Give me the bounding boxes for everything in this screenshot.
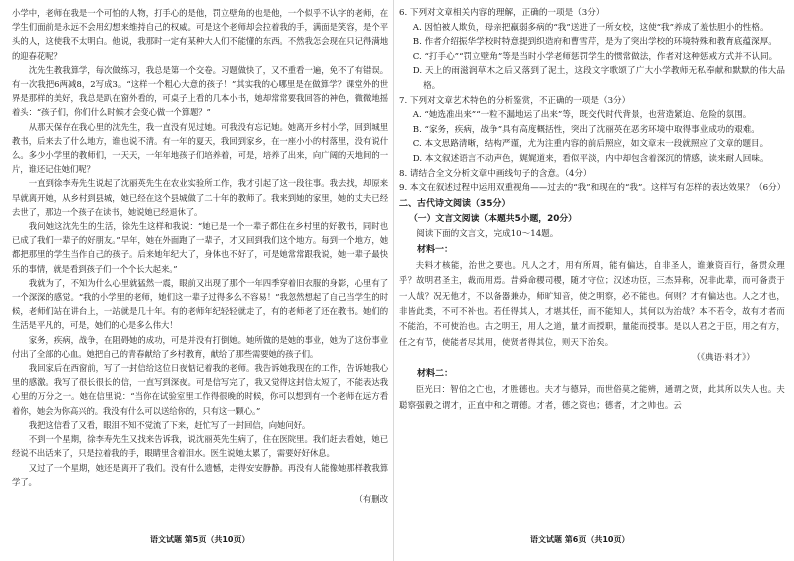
material-2-heading: 材料二： [417, 369, 454, 380]
question-7: 7. 下列对文章艺术特色的分析鉴赏，不正确的一项是（3分） [399, 95, 631, 106]
question-8: 8. 请结合全文分析文章中画线句子的含意。（4分） [399, 168, 592, 179]
option: A. 因怕被人欺负，母亲把羸弱多病的“我”送进了一所女校，这使“我”养成了羞怯胆小的性格。 [412, 22, 769, 33]
option: D. 本文叙述语言不动声色，娓娓道来，看似平淡，内中却包含着深沉的情感，读来耐人回味。 [412, 153, 769, 164]
paragraph: 小学中，老师在我是一个可怕的人物，打手心的是他，罚立壁角的也是他，一个似乎不认字的老师，在学生们面前是永远不会用幻想来维持自己的权威。可是这个老师却会拉着我的手，满面是笑容，是个平头的人，这使我不太明白。他说，我那时一定有某种大人们不能懂的东西。不然我怎会现在只记得满地的迎春花呢？ [12, 8, 388, 61]
right-page [399, 6, 785, 413]
paragraph: 从那天保存在我心里的沈先生，我一直没有见过她。可我没有忘记她。她离开乡村小学，回到城里教书，后来去了什么地方，谁也说不清。有一年的夏天，我回到家乡，在一座小小的村落里，没有说什么。多少小学里的教师们，一天天，一年年地孩子们培养着，可是，培养了出来，向广阔的天地间的一片，谁还记住她们呢？ [12, 121, 388, 175]
option: B. “家务，疾病，战争”具有高度概括性，突出了沈丽英在恶劣环境中取得事业成功的艰难。 [412, 124, 760, 135]
section-heading: 二、古代诗文阅读（35分） [399, 198, 511, 209]
option: D. 天上的雨滋润草木之后又落到了泥土，这段文字歌颂了广大小学教师无私奉献和默默的伟大品格。 [412, 66, 785, 91]
reading-instructions: 阅读下面的文言文，完成10～14题。 [416, 228, 559, 239]
page-footer-right: 语文试题 第6页（共10页） [530, 535, 630, 544]
source-citation: （《典语·料才》） [692, 353, 755, 364]
classical-text: 夫料才核能，治世之要也。凡人之才，用有所周，能有偏达，自非圣人，谁兼资百行，备贯众理乎？故明君圣主，裁而用焉。昔舜命稷司稷，随才守位；汉述功臣，三杰异称，况非此辈，而可备责于一人哉？况无他才，不以备器兼办，师旷知音，使之明察，必不能也。何则？才有偏达也。人之才也，非皆此类，不可不补也。若任得其人，才堪其任，而不能知人，其何以为治哉？本不若令，故有才者而不能治，不可使治也。古之明王，用人之道，量才而授职，量能而授事。是以人君之于臣，用之有方，任之有节，使能者尽其用，使贤者得其位，则天下治矣。 [399, 259, 785, 347]
option: A. “她选准出来”“一粒不漏地运了出来”等，既交代时代背景，也营造紧迫、危险的氛围。 [412, 110, 752, 121]
paragraph: 沈先生教我算学，每次做练习，我总是第一个交卷。习题做快了，又不重看一遍，免不了有错误。有一次我把6两减8，2写成3。“这样一个粗心大意的孩子！”其实我的心哪里是在做算学？课堂外的世界是那样的美好，我总是趴在窗外看的，可桌子上看的几本小书，她却常常要我回答的神色，微微地摇着头：“孩子们，你们什么时候才会变心做一个算题？” [12, 64, 388, 118]
paragraph: 我就为了，不知为什么心里就猛然一震，眼前又出现了那个一年四季穿着旧衣服的身影，心里有了一个深深的感觉。“我的小学里的老师，她们这一辈子过得多么不容易！”我忽然想起了自己当学生的时候，老师们站在讲台上，一站就是几十年。有的老师年纪轻轻就走了，有的老师老了还在教书。她们的生活是平凡的，可是，她们的心是多么伟大！ [12, 277, 388, 331]
page-footer-left: 语文试题 第5页（共10页） [150, 535, 250, 544]
paragraph: 一直到徐李寿先生说起了沈丽英先生在农业实验所工作，我才引起了这一段往事。我去找，却原来早就离开她，从乡村到县城，她已经在这个县城做了二十年的教师了。我来到她的家里，她的丈夫已经去世了，那边一个孩子在读书，她说她已经退休了。 [12, 178, 388, 217]
paragraph: 我把这信看了又看，眼泪不知不觉流了下来，赶忙写了一封回信，向她问好。 [28, 419, 311, 430]
paragraph: 不到一个星期，徐李寿先生又找来告诉我，说沈丽英先生病了，住在医院里。我们赶去看她，她已经说不出话来了，只是拉着我的手，眼睛里含着泪水。医生说她太累了，需要好好休息。 [12, 434, 388, 459]
paragraph: 又过了一个星期，她还是离开了我们。没有什么遗憾，走得安安静静。再没有人能像她那样教我算学了。 [12, 462, 388, 487]
paragraph: 家务，疾病，战争，在阻碍她的成功，可是并没有打倒她。她所做的是她的事业，她为了这份事业付出了全部的心血。她把自己的青春献给了乡村教育，献给了那些需要她的孩子们。 [12, 334, 388, 359]
option: B. 作者介绍振华学校时特意提到织造府和曹雪芹，是为了突出学校的环境特殊和教育底蕴深厚。 [412, 37, 777, 48]
option: C. “打手心”“罚立壁角”等是当时小学老师惩罚学生的惯常做法，作者对这种惩戒方式并不认同。 [412, 51, 778, 62]
question-6: 6. 下列对文章相关内容的理解，正确的一项是（3分） [399, 8, 605, 18]
question-9: 9. 本文在叙述过程中运用双重视角——过去的“我”和现在的“我”。这样写有怎样的表达效果？（6分） [399, 183, 786, 194]
page-divider [393, 0, 394, 561]
paragraph: 我问她这沈先生的生活，徐先生这样和我说：“她已是一个一辈子都住在乡村里的好教书，同时也已成了我们一辈子的好朋友。”早年，她在外面跑了一辈子，才又回到我们这个地方。每到一个地方，她都把那里的学生当作自己的孩子。后来她年纪大了，身体也不好了，可是她常常跟我说，她一辈子最快乐的事情，就是看到孩子们一个个长大起来。” [12, 221, 388, 274]
subsection-heading: （一）文言文阅读（本题共5小题，20分） [409, 213, 577, 224]
classical-text: 臣光曰：智伯之亡也，才胜德也。夫才与德异，而世俗莫之能辨，通谓之贤，此其所以失人也。夫聪察强毅之谓才，正直中和之谓德。才者，德之资也；德者，才之帅也。云 [399, 384, 785, 410]
abridged-note: （有删改 [354, 493, 388, 504]
paragraph: 我回家后在西窗前，写了一封信给这位日夜惦记着我的老师。我告诉她我现在的工作，告诉她我心里的感激。我写了很长很长的信，一直写到深夜。可是信写完了，我又觉得这封信太短了，不能表达我心里的万分之一。她在信里说：“当你在试验室里工作得很晚的时候，你可以想到有一个老师在远方看着你，她会为你高兴的。我没有什么可以送给你的，只有这一颗心。” [12, 363, 388, 416]
material-1-heading: 材料一： [417, 244, 454, 255]
left-page [12, 6, 388, 505]
option: C. 本文思路清晰，结构严谨，尤为注重内容的前后照应，如文章末一段就照应了文章的题目。 [412, 139, 769, 150]
